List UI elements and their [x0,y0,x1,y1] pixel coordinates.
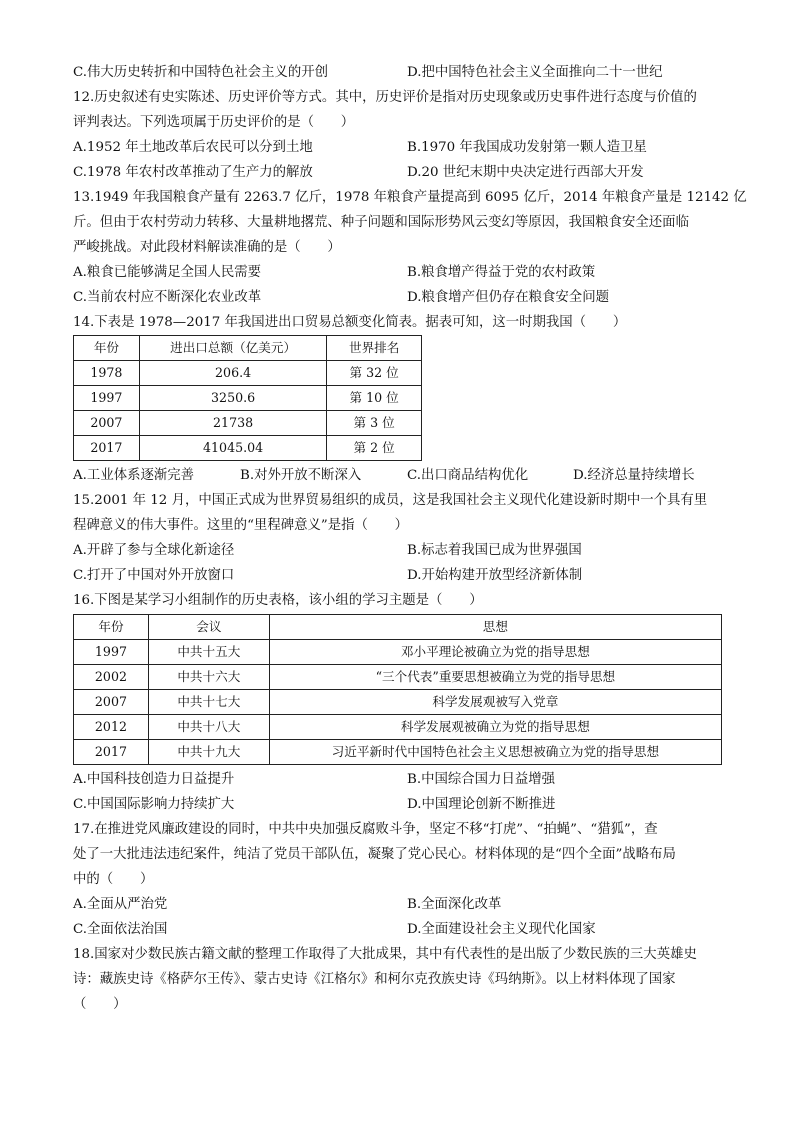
q11-option-c[interactable]: C.伟大历史转折和中国特色社会主义的开创 [73,65,329,80]
q15-option-a[interactable]: A.开辟了参与全球化新途径 [73,543,235,558]
q18-stem-line-1: 18.国家对少数民族古籍文献的整理工作取得了大批成果，其中有代表性的是出版了少数民族的三大英雄史 [73,947,697,962]
table-header-cell: 思想 [269,615,721,640]
table-cell: 206.4 [139,361,326,386]
q13-options-cd [73,288,723,308]
q11-options-cd [73,63,723,83]
table-header-cell: 世界排名 [327,336,422,361]
q13-option-c[interactable]: C.当前农村应不断深化农业改革 [73,290,262,305]
table-row [74,436,422,461]
table-cell: 第 2 位 [327,436,422,461]
q13-stem-line-2: 斤。但由于农村劳动力转移、大量耕地撂荒、种子问题和国际形势风云变幻等原因，我国粮食安全还面临 [73,215,689,230]
q15-option-c[interactable]: C.打开了中国对外开放窗口 [73,568,235,583]
q12-stem-line-2: 评判表达。下列选项属于历史评价的是（ ） [73,115,355,130]
table-cell: 第 32 位 [327,361,422,386]
q14-stem: 14.下表是 1978—2017 年我国进出口贸易总额变化简表。据表可知，这一时期我国（ ） [73,315,627,330]
table-row [74,740,722,765]
table-row [74,640,722,665]
q12-stem-line-1: 12.历史叙述有史实陈述、历史评价等方式。其中，历史评价是指对历史现象或历史事件进行态度与价值的 [73,90,697,105]
table-cell: 2017 [74,740,149,765]
table-row [74,665,722,690]
q14-option-b[interactable]: B.对外开放不断深入 [240,468,362,483]
table-cell: 41045.04 [139,436,326,461]
q13-option-a[interactable]: A.粮食已能够满足全国人民需要 [73,265,262,280]
table-cell: 中共十九大 [148,740,269,765]
table-cell: 中共十六大 [148,665,269,690]
q17-options-cd [73,920,723,940]
q11-option-d[interactable]: D.把中国特色社会主义全面推向二十一世纪 [407,65,663,80]
table-cell: 习近平新时代中国特色社会主义思想被确立为党的指导思想 [269,740,721,765]
table-cell: 中共十五大 [148,640,269,665]
q16-option-a[interactable]: A.中国科技创造力日益提升 [73,772,235,787]
table-header-cell: 进出口总额（亿美元） [139,336,326,361]
q17-stem-line-1: 17.在推进党风廉政建设的同时，中共中央加强反腐败斗争，坚定不移“打虎”、“拍蝇”、“猎狐”，查 [73,822,658,837]
q17-option-c[interactable]: C.全面依法治国 [73,922,168,937]
q12-options-cd [73,163,723,183]
q12-option-d[interactable]: D.20 世纪末期中央决定进行西部大开发 [407,165,644,180]
table-row [74,690,722,715]
q13-option-d[interactable]: D.粮食增产但仍存在粮食安全问题 [407,290,609,305]
table-cell: 1978 [74,361,140,386]
q12-options-ab [73,138,723,158]
table-row [74,715,722,740]
q12-option-a[interactable]: A.1952 年土地改革后农民可以分到土地 [73,140,313,155]
q17-option-a[interactable]: A.全面从严治党 [73,897,168,912]
q12-option-c[interactable]: C.1978 年农村改革推动了生产力的解放 [73,165,313,180]
q15-stem-line-1: 15.2001 年 12 月，中国正式成为世界贸易组织的成员，这是我国社会主义现代化建设新时期中一个具有里 [73,493,708,508]
table-row [74,361,422,386]
q15-options-cd [73,566,723,586]
table-cell: 邓小平理论被确立为党的指导思想 [269,640,721,665]
table-cell: 21738 [139,411,326,436]
q15-option-d[interactable]: D.开始构建开放型经济新体制 [407,568,583,583]
table-row [74,386,422,411]
table-cell: 1997 [74,386,140,411]
q12-option-b[interactable]: B.1970 年我国成功发射第一颗人造卫星 [407,140,647,155]
table-header-cell: 年份 [74,336,140,361]
table-cell: “三个代表”重要思想被确立为党的指导思想 [269,665,721,690]
q14-option-d[interactable]: D.经济总量持续增长 [573,468,695,483]
q17-stem-line-3: 中的（ ） [73,872,154,887]
q16-options-cd [73,795,723,815]
q13-stem-line-1: 13.1949 年我国粮食产量有 2263.7 亿斤，1978 年粮食产量提高到 6095 亿斤，2014 年粮食产量是 12142 亿 [73,190,747,205]
q16-option-d[interactable]: D.中国理论创新不断推进 [407,797,556,812]
table-cell: 2012 [74,715,149,740]
q15-options-ab [73,541,723,561]
q16-stem: 16.下图是某学习小组制作的历史表格，该小组的学习主题是（ ） [73,593,483,608]
q17-option-d[interactable]: D.全面建设社会主义现代化国家 [407,922,596,937]
table-cell: 第 3 位 [327,411,422,436]
table-cell: 2007 [74,690,149,715]
q18-stem-line-3: （ ） [73,997,127,1012]
q13-options-ab [73,263,723,283]
table-cell: 2007 [74,411,140,436]
table-cell: 科学发展观被写入党章 [269,690,721,715]
q13-stem-line-3: 严峻挑战。对此段材料解读准确的是（ ） [73,240,341,255]
q15-option-b[interactable]: B.标志着我国已成为世界强国 [407,543,582,558]
table-cell: 2002 [74,665,149,690]
q14-option-a[interactable]: A.工业体系逐渐完善 [73,468,195,483]
table-cell: 科学发展观被确立为党的指导思想 [269,715,721,740]
table-row [74,411,422,436]
q14-options [73,466,723,486]
table-cell: 3250.6 [139,386,326,411]
q14-option-c[interactable]: C.出口商品结构优化 [407,468,529,483]
q17-option-b[interactable]: B.全面深化改革 [407,897,502,912]
q17-options-ab [73,895,723,915]
table-header-cell: 年份 [74,615,149,640]
q14-trade-table [73,335,422,461]
q13-option-b[interactable]: B.粮食增产得益于党的农村政策 [407,265,596,280]
table-header-row [74,615,722,640]
table-cell: 中共十七大 [148,690,269,715]
q17-stem-line-2: 处了一大批违法违纪案件，纯洁了党员干部队伍，凝聚了党心民心。材料体现的是“四个全面”战略布局 [73,847,676,862]
q16-option-b[interactable]: B.中国综合国力日益增强 [407,772,556,787]
q18-stem-line-2: 诗：藏族史诗《格萨尔王传》、蒙古史诗《江格尔》和柯尔克孜族史诗《玛纳斯》。以上材料体现了国家 [73,972,676,987]
q16-history-table [73,614,722,765]
q16-option-c[interactable]: C.中国国际影响力持续扩大 [73,797,235,812]
table-header-row [74,336,422,361]
q16-options-ab [73,770,723,790]
table-cell: 第 10 位 [327,386,422,411]
table-cell: 中共十八大 [148,715,269,740]
table-cell: 2017 [74,436,140,461]
q15-stem-line-2: 程碑意义的伟大事件。这里的“里程碑意义”是指（ ） [73,518,409,533]
table-cell: 1997 [74,640,149,665]
table-header-cell: 会议 [148,615,269,640]
